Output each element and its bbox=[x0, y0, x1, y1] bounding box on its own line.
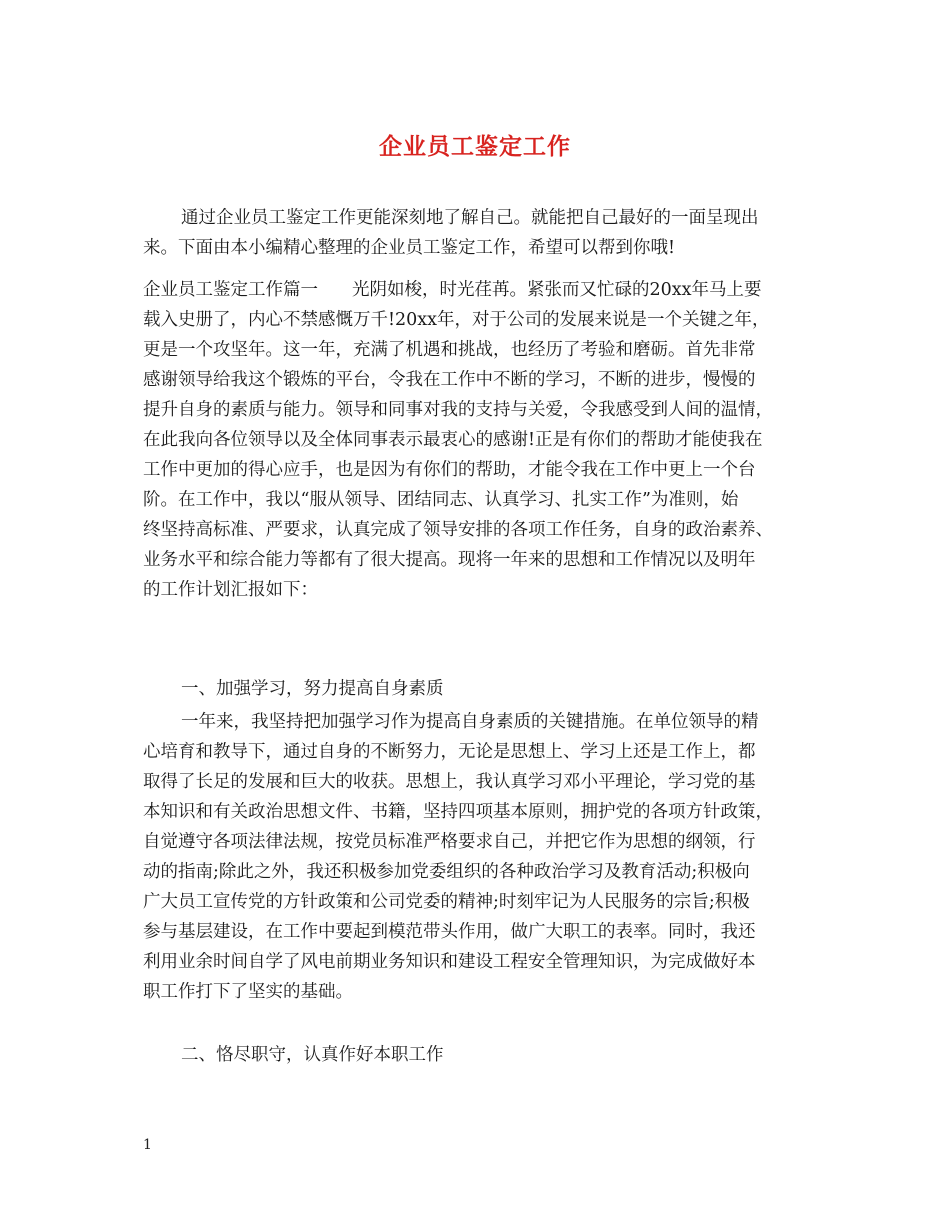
text-run: 光阴如梭，时光荏苒。紧张而又忙碌的20xx年马上要 bbox=[352, 280, 762, 300]
heading-one bbox=[143, 674, 815, 704]
text-line: 取得了长足的发展和巨大的收获。思想上，我认真学习邓小平理论，学习党的基 bbox=[143, 772, 756, 792]
text-line: 更是一个攻坚年。这一年，充满了机遇和挑战，也经历了考验和磨砺。首先非常 bbox=[143, 340, 756, 360]
text-line: 心培育和教导下，通过自身的不断努力，无论是思想上、学习上还是工作上，都 bbox=[143, 742, 756, 762]
heading-two bbox=[143, 1040, 815, 1070]
text-line: 自觉遵守各项法律法规，按党员标准严格要求自己，并把它作为思想的纲领，行 bbox=[143, 832, 756, 852]
section-heading: 一、加强学习，努力提高自身素质 bbox=[181, 679, 444, 699]
text-line: 职工作打下了坚实的基础。 bbox=[143, 982, 353, 1002]
text-line: 的工作计划汇报如下： bbox=[143, 580, 318, 600]
text-line: 本知识和有关政治思想文件、书籍，坚持四项基本原则，拥护党的各项方针政策， bbox=[143, 802, 773, 822]
text-line: 载入史册了，内心不禁感慨万千!20xx年，对于公司的发展来说是一个关键之年， bbox=[143, 310, 770, 330]
text-line: 参与基层建设，在工作中要起到模范带头作用，做广大职工的表率。同时，我还 bbox=[143, 922, 756, 942]
text-line: 通过企业员工鉴定工作更能深刻地了解自己。就能把自己最好的一面呈现出 bbox=[181, 208, 759, 228]
text-line: 来。下面由本小编精心整理的企业员工鉴定工作，希望可以帮到你哦! bbox=[143, 238, 676, 258]
text-line: 利用业余时间自学了风电前期业务知识和建设工程安全管理知识，为完成做好本 bbox=[143, 952, 756, 972]
text-line: 一年来，我坚持把加强学习作为提高自身素质的关键措施。在单位领导的精 bbox=[181, 712, 759, 732]
text-line bbox=[143, 275, 815, 305]
text-line: 提升自身的素质与能力。领导和同事对我的支持与关爱，令我感受到人间的温情， bbox=[143, 400, 773, 420]
intro-paragraph bbox=[143, 203, 815, 263]
section-heading: 二、恪尽职守，认真作好本职工作 bbox=[181, 1045, 444, 1065]
section-two-paragraph bbox=[143, 707, 815, 1007]
page-number: 1 bbox=[143, 1137, 152, 1153]
text-line: 动的指南;除此之外，我还积极参加党委组织的各种政治学习及教育活动;积极向 bbox=[143, 862, 750, 882]
text-line: 工作中更加的得心应手，也是因为有你们的帮助，才能令我在工作中更上一个台 bbox=[143, 460, 756, 480]
text-line: 在此我向各位领导以及全体同事表示最衷心的感谢!正是有你们的帮助才能使我在 bbox=[143, 430, 763, 450]
text-line: 业务水平和综合能力等都有了很大提高。现将一年来的思想和工作情况以及明年 bbox=[143, 550, 756, 570]
section-one-paragraph bbox=[143, 275, 815, 605]
document-title: 企业员工鉴定工作 bbox=[379, 133, 571, 160]
text-line: 广大员工宣传党的方针政策和公司党委的精神;时刻牢记为人民服务的宗旨;积极 bbox=[143, 892, 750, 912]
text-line: 阶。在工作中，我以“服从领导、团结同志、认真学习、扎实工作”为准则，始 bbox=[143, 490, 739, 510]
text-line: 感谢领导给我这个锻炼的平台，令我在工作中不断的学习，不断的进步，慢慢的 bbox=[143, 370, 756, 390]
text-line: 终坚持高标准、严要求，认真完成了领导安排的各项工作任务，自身的政治素养、 bbox=[143, 520, 773, 540]
section-label: 企业员工鉴定工作篇一 bbox=[143, 280, 318, 300]
